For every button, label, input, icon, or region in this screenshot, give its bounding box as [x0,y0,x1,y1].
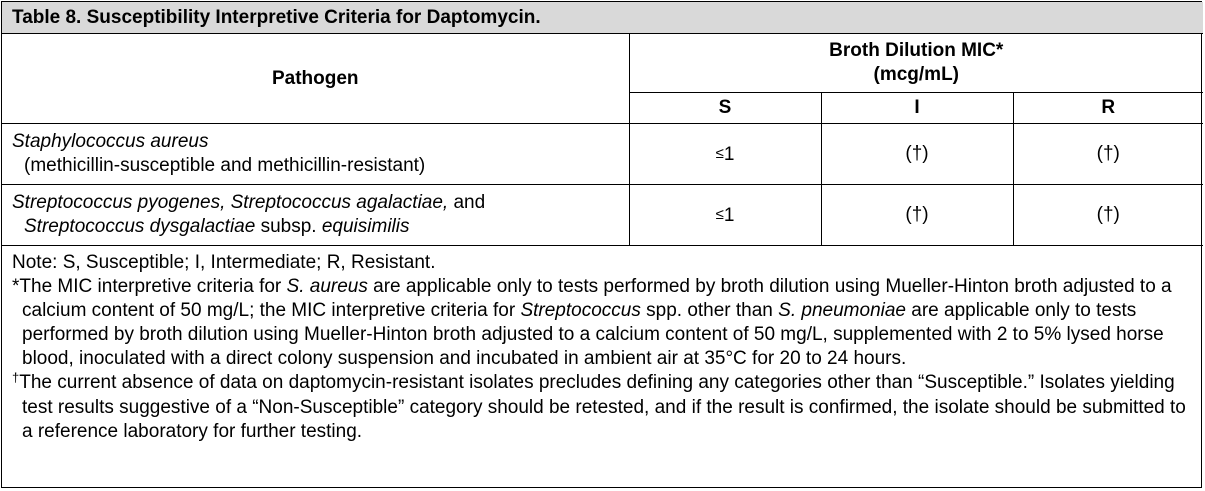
pathogen-subsp: subsp. [255,216,322,237]
dagger-footnote [12,371,1195,444]
r-value-cell: (†) [1013,185,1203,246]
table-title: Table 8. Susceptibility Interpretive Criteria for Daptomycin. [2,2,1203,34]
pathogen-subspecies: equisimilis [321,216,410,237]
footnote-text: The MIC interpretive criteria for [19,276,287,297]
broth-header-line1: Broth Dilution MIC* [829,40,1004,61]
broth-header-line2: (mcg/mL) [873,64,959,85]
pathogen-name: Staphylococcus aureus [12,131,209,152]
footnote-text: spp. other than [640,300,779,321]
r-value-cell: (†) [1013,124,1203,185]
table-row [2,124,1203,185]
asterisk-mark: * [12,276,20,297]
pathogen-header: Pathogen [2,34,629,124]
susceptibility-table-container [1,1,1202,488]
pathogen-cell [2,124,629,185]
i-value-cell: (†) [821,124,1013,185]
s-value: 1 [723,204,735,226]
pathogen-name-2: Streptococcus dysgalactiae [24,216,256,237]
footnote-text: The current absence of data on daptomycin-resistant isolates precludes defining any categories other than “Susceptible.” Isolates yielding test results suggestive of a “Non-Susceptible” category should be retested, and if the result is confirmed, the isolate should be submitted to a reference laboratory for further testing. [19,372,1186,442]
mic-footnote [12,275,1195,371]
dagger-mark: † [12,370,20,385]
i-value-cell: (†) [821,185,1013,246]
pathogen-name: Streptococcus pyogenes, Streptococcus agalactiae, [12,192,449,213]
less-equal-symbol: ≤ [715,144,724,162]
susceptibility-table [2,2,1203,450]
pathogen-subtext: (methicillin-susceptible and methicillin-resistant) [24,155,426,176]
susceptible-header: S [629,93,821,124]
s-value-cell [629,185,821,246]
pathogen-subtext [12,215,409,239]
footnote-italic: S. aureus [286,276,368,297]
pathogen-conjunction: and [448,192,486,213]
footnote-italic: S. pneumoniae [778,300,906,321]
intermediate-header: I [821,93,1013,124]
broth-dilution-header [629,34,1203,93]
footnote-text: are applicable only to tests performed by broth dilution using Mueller-Hinton broth adjusted to a calcium content of 50 mg/L; the MIC interpretive criteria for [22,276,1172,321]
s-value: 1 [723,143,735,165]
s-value-cell [629,124,821,185]
pathogen-cell [2,185,629,246]
table-notes [2,246,1203,451]
resistant-header: R [1013,93,1203,124]
less-equal-symbol: ≤ [715,205,724,223]
footnote-text: are applicable only to tests performed by broth dilution using Mueller-Hinton broth adjusted to a calcium content of 50 mg/L, supplemented with 2 to 5% lysed horse blood, inoculated with a direct colony suspension and incubated in ambient air at 35°C for 20 to 24 hours. [22,300,1164,369]
footnote-italic: Streptococcus [520,300,641,321]
abbreviation-note: Note: S, Susceptible; I, Intermediate; R, Resistant. [12,252,436,273]
table-row [2,185,1203,246]
